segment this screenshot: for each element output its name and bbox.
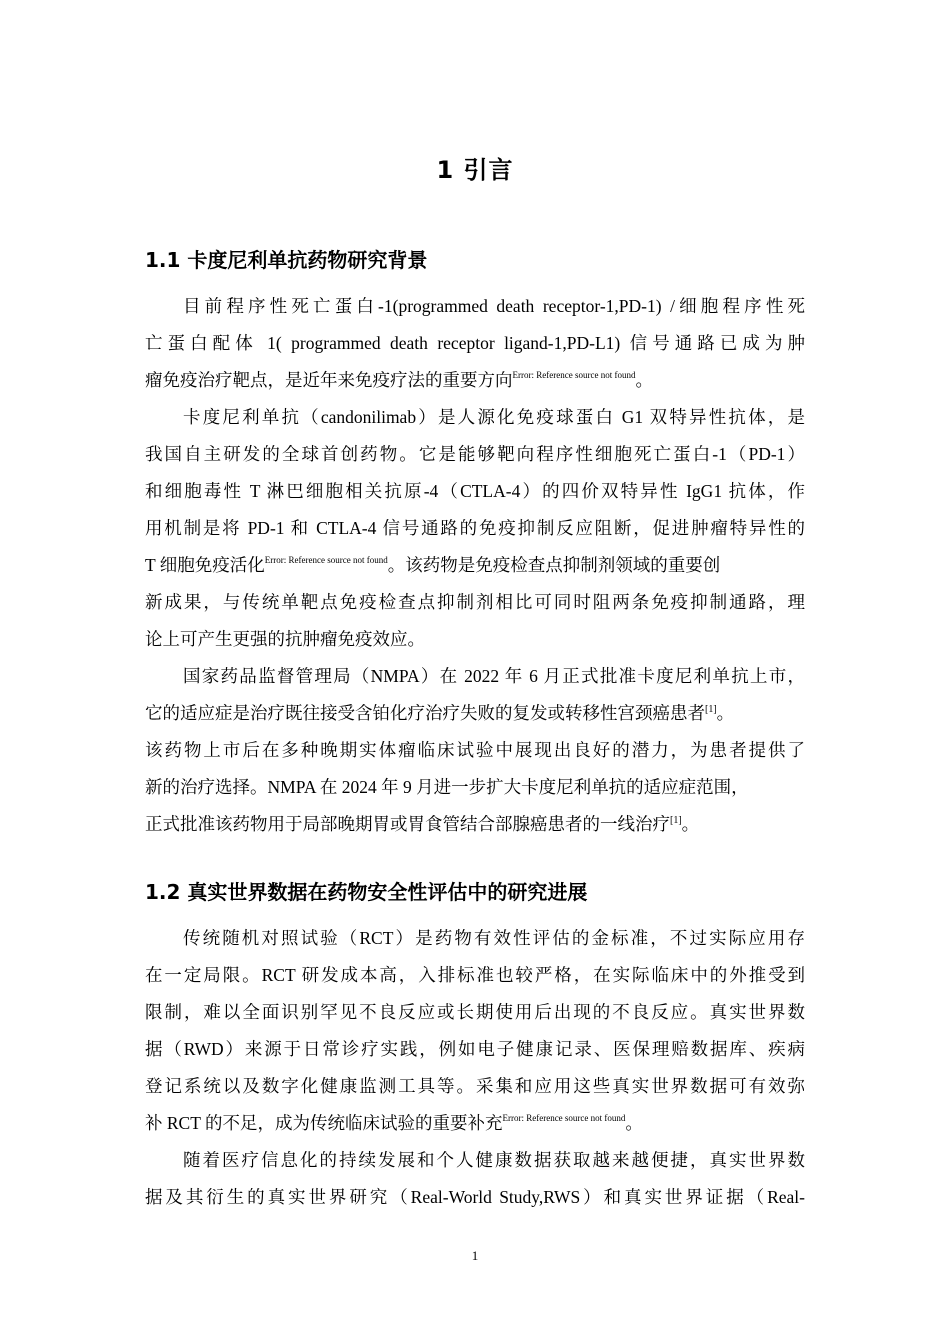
paragraph-line: 登记系统以及数字化健康监测工具等。采集和应用这些真实世界数据可有效弥 (145, 1076, 805, 1096)
reference-error-note: Error: Reference source not found (264, 555, 388, 565)
paragraph-line: 亡蛋白配体 1( programmed death receptor ligand-1,PD-L1) 信号通路已成为肿 (145, 333, 805, 353)
paragraph-line (145, 370, 805, 390)
paragraph-line: 新成果，与传统单靶点免疫检查点抑制剂相比可同时阻两条免疫抑制通路，理 (145, 592, 805, 612)
paragraph-line: 在一定局限。RCT 研发成本高，入排标准也较严格，在实际临床中的外推受到 (145, 965, 805, 985)
chapter-title: 1 引言 (436, 156, 514, 184)
text-run: 正式批准该药物用于局部晚期胃或胃食管结合部腺癌患者的一线治疗 (145, 814, 670, 834)
paragraph-line: 论上可产生更强的抗肿瘤免疫效应。 (145, 629, 425, 649)
text-run: 补 RCT 的不足，成为传统临床试验的重要补充 (145, 1113, 503, 1133)
text-run: 。 (625, 1113, 643, 1133)
section-heading-1-1: 1.1 卡度尼利单抗药物研究背景 (145, 248, 428, 272)
paragraph-line: 据（RWD）来源于日常诊疗实践，例如电子健康记录、医保理赔数据库、疾病 (145, 1039, 805, 1059)
paragraph-line: 我国自主研发的全球首创药物。它是能够靶向程序性细胞死亡蛋白-1（PD-1） (145, 444, 805, 464)
paragraph-line: 目前程序性死亡蛋白-1(programmed death receptor-1,PD-1) /细胞程序性死 (183, 296, 805, 316)
citation-marker: [1] (705, 704, 717, 715)
paragraph-line (145, 814, 805, 834)
text-run: 。 (635, 370, 653, 390)
paragraph-line: 卡度尼利单抗（candonilimab）是人源化免疫球蛋白 G1 双特异性抗体，是 (183, 407, 805, 427)
paragraph-line (145, 555, 805, 575)
text-run: 瘤免疫治疗靶点，是近年来免疫疗法的重要方向 (145, 370, 513, 390)
text-run: T 细胞免疫活化 (145, 555, 265, 575)
paragraph-line: 该药物上市后在多种晚期实体瘤临床试验中展现出良好的潜力，为患者提供了 (145, 740, 805, 760)
paragraph-line: 用机制是将 PD-1 和 CTLA-4 信号通路的免疫抑制反应阻断，促进肿瘤特异性的 (145, 518, 805, 538)
text-run: 。 (716, 703, 735, 723)
section-heading-1-2: 1.2 真实世界数据在药物安全性评估中的研究进展 (145, 880, 588, 904)
citation-marker: [1] (670, 815, 682, 826)
reference-error-note: Error: Reference source not found (512, 370, 636, 380)
page-number: 1 (471, 1248, 479, 1263)
paragraph-line: 限制，难以全面识别罕见不良反应或长期使用后出现的不良反应。真实世界数 (145, 1002, 805, 1022)
paragraph-line (145, 703, 805, 723)
paragraph-line: 随着医疗信息化的持续发展和个人健康数据获取越来越便捷，真实世界数 (183, 1150, 805, 1170)
paragraph-line (145, 1113, 805, 1133)
paragraph-line: 国家药品监督管理局（NMPA）在 2022 年 6 月正式批准卡度尼利单抗上市， (183, 666, 805, 686)
reference-error-note: Error: Reference source not found (502, 1113, 626, 1123)
text-run: 。 (681, 814, 700, 834)
text-run: 。该药物是免疫检查点抑制剂领域的重要创 (387, 555, 721, 575)
paragraph-line: 和细胞毒性 T 淋巴细胞相关抗原-4（CTLA-4）的四价双特异性 IgG1 抗体，作 (145, 481, 805, 501)
paragraph-line: 据及其衍生的真实世界研究（Real-World Study,RWS）和真实世界证据（Real- (145, 1187, 805, 1207)
paragraph-line: 传统随机对照试验（RCT）是药物有效性评估的金标准，不过实际应用存 (183, 928, 805, 948)
paragraph-line: 新的治疗选择。NMPA 在 2024 年 9 月进一步扩大卡度尼利单抗的适应症范围， (145, 777, 749, 797)
text-run: 它的适应症是治疗既往接受含铂化疗治疗失败的复发或转移性宫颈癌患者 (145, 703, 705, 723)
